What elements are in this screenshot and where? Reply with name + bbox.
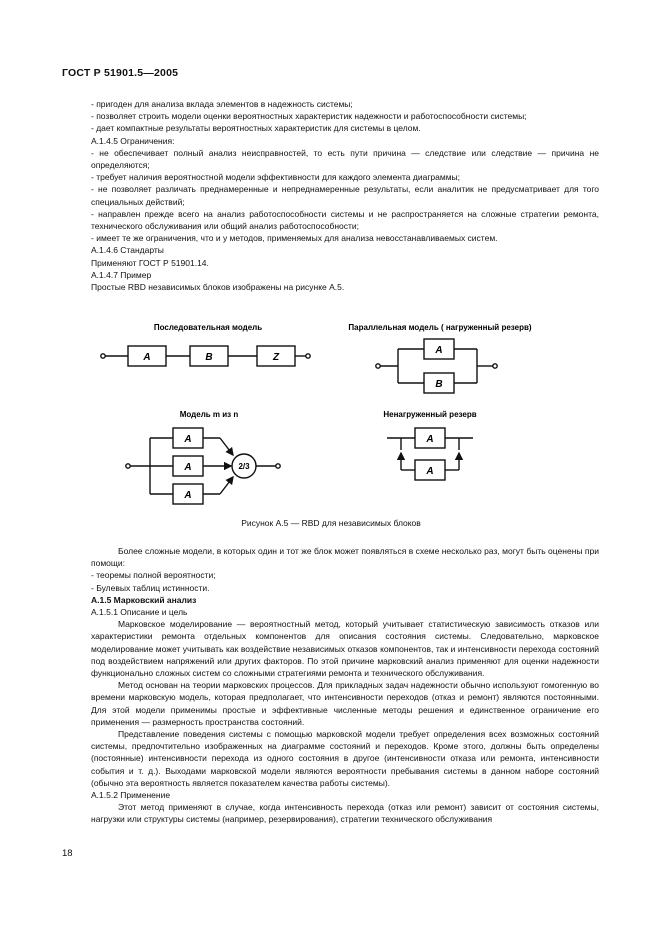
paragraph: А.1.5.2 Применение: [91, 790, 171, 801]
paragraph: - не обеспечивает полный анализ неисправностей, то есть пути причина — следствие или следствие — причина не определяются;: [91, 147, 599, 171]
paragraph: А.1.4.5 Ограничения:: [91, 135, 175, 146]
paragraph: Этот метод применяют в случае, когда интенсивность перехода (отказ или ремонт) зависит от состояния системы, нагрузки или структуры системы (например, резервирования), стратегии технического обслуживания: [91, 802, 599, 825]
paragraph: А.1.5 Марковский анализ: [91, 594, 197, 605]
paragraph: А.1.4.7 Пример: [91, 269, 152, 280]
page-number: 18: [62, 848, 73, 859]
paragraph: - имеет те же ограничения, что и у методов, применяемых для анализа невосстанавливаемых систем.: [91, 233, 498, 244]
mofn-block-1-label: A: [184, 434, 192, 445]
paragraph: Марковское моделирование — вероятностный метод, который учитывает статистическую зависимость отказов или характеристики ремонта отдельных компонентов для описания состояния системы. Следовательно, марковское моделирование может учитывать как воздействие независимых отказов компонентов, так и интенсивности перехода состояний под воздействием напряжений или других факторов. По этой причине марковский анализ применяют для оценки надежности функционально сложных систем со сложными стратегиями ремонта и технического обслуживания.: [91, 619, 599, 679]
mofn-model-title: Модель m из n: [179, 410, 239, 419]
paragraph: Применяют ГОСТ Р 51901.14.: [91, 257, 209, 268]
parallel-model-title: Параллельная модель ( нагруженный резерв): [348, 323, 532, 332]
series-block-2-label: B: [205, 352, 213, 363]
paragraph: - пригоден для анализа вклада элементов в надежность системы;: [91, 99, 353, 109]
paragraph: - дает компактные результаты вероятностных характеристик для системы в целом.: [91, 123, 421, 134]
figure-caption: Рисунок А.5 — RBD для независимых блоков: [241, 518, 421, 528]
paragraph: - требует наличия вероятностной модели эффективности для каждого элемента диаграммы;: [91, 172, 461, 183]
parallel-block-2-label: B: [435, 379, 443, 390]
paragraph: А.1.4.6 Стандарты: [91, 245, 164, 256]
standby-block-2-label: A: [426, 466, 434, 477]
mofn-block-2-label: A: [184, 462, 192, 473]
paragraph: - не позволяет различать преднамеренные и непреднамеренные результаты, если аналитик не предусматривает для того специальных действий;: [91, 184, 599, 207]
parallel-block-1-label: A: [435, 345, 443, 356]
standby-block-1-label: A: [426, 434, 434, 445]
series-model-title: Последовательная модель: [153, 323, 263, 332]
paragraph: - позволяет строить модели оценки вероятностных характеристик надежности и работоспособности системы;: [91, 111, 527, 122]
paragraph: Простые RBD независимых блоков изображены на рисунке А.5.: [91, 282, 345, 293]
series-block-1-label: A: [143, 352, 151, 363]
mofn-block-3-label: A: [184, 490, 192, 501]
paragraph: - Булевых таблиц истинности.: [91, 582, 210, 593]
standby-title: Ненагруженный резерв: [383, 410, 477, 419]
paragraph: А.1.5.1 Описание и цель: [91, 607, 188, 618]
document-header: ГОСТ Р 51901.5—2005: [62, 67, 179, 79]
paragraph: Представление поведения системы с помощью марковской модели требует определения всех возможных состояний системы, предпочтительно изображенных на диаграмме состояний и переходов. Кроме этого, должны быть определены (постоянные) интенсивности перехода из одного состояния в другое (интенсивности отказа или ремонта, интенсивности события и т. д.). Выходами марковской модели являются вероятности пребывания системы в данном наборе состояний (обычно эта вероятность является показателем качества работы системы).: [91, 729, 599, 788]
mofn-model: [126, 428, 280, 504]
paragraph: Более сложные модели, в которых один и тот же блок может появляться в схеме несколько раз, могут быть оценены при помощи:: [91, 546, 599, 569]
paragraph: Метод основан на теории марковских процессов. Для прикладных задач надежности обычно используют гомогенную во времени марковскую модель, которая предполагает, что интенсивности переходов (отказ и ремонт) являются постоянными. Для этой модели применимы простые и эффективные численные методы решения и единственное ограничение его применения — размерность пространства состояний.: [91, 680, 599, 727]
vote-label: 2/3: [238, 462, 250, 471]
paragraph: - теоремы полной вероятности;: [91, 570, 216, 581]
paragraph: - направлен прежде всего на анализ работоспособности системы и не распространяется на сложные стратегии ремонта, технического обслуживания или общий анализ работоспособности;: [91, 208, 599, 232]
series-block-3-label: Z: [272, 352, 280, 363]
text-block-bottom: [91, 545, 599, 826]
